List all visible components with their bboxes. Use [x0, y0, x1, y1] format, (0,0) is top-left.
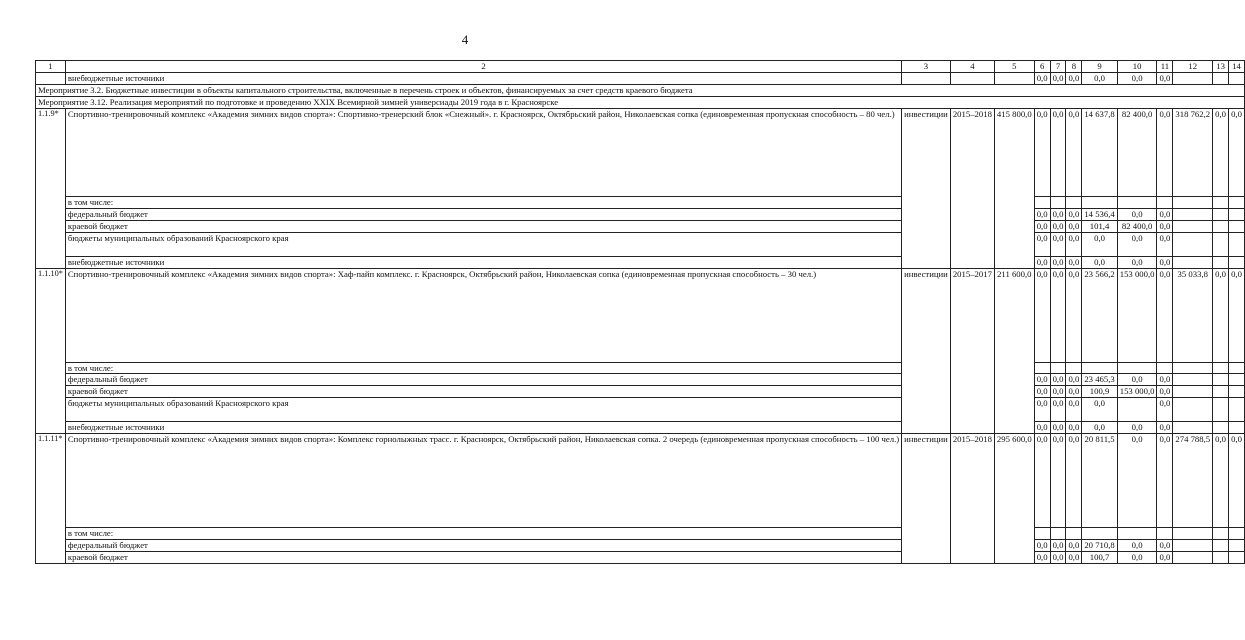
- sub-row-label: в том числе:: [65, 528, 901, 540]
- value-cell: 0,0: [1034, 73, 1050, 85]
- value-cell: 0,0: [1117, 208, 1157, 220]
- value-cell: 14 536,4: [1082, 208, 1117, 220]
- value-cell: 0,0: [1157, 232, 1173, 256]
- header-row: [36, 61, 1245, 73]
- value-cell: 0,0: [1034, 386, 1050, 398]
- value-cell: 23 465,3: [1082, 374, 1117, 386]
- sub-row-regional: [36, 386, 1245, 398]
- value-cell: 14 637,8: [1082, 109, 1117, 197]
- value-cell: 0,0: [1050, 73, 1066, 85]
- sub-row-label: в том числе:: [65, 362, 901, 374]
- value-cell: 0,0: [1157, 386, 1173, 398]
- value-cell: 0,0: [1034, 268, 1050, 362]
- value-cell: 0,0: [1066, 434, 1082, 528]
- object-name: Спортивно-тренировочный комплекс «Академия зимних видов спорта»: Спортивно-тренерский блок «Снежный». г. Красноярск, Октябрьский район, Николаевская сопка (единовременная пропускная способность – 80 чел.): [65, 109, 901, 197]
- value-cell: 318 762,2: [1173, 109, 1213, 197]
- section-row: [36, 85, 1245, 97]
- sub-row-label: краевой бюджет: [65, 386, 901, 398]
- object-type: инвестиции: [902, 109, 951, 269]
- value-cell: 0,0: [1034, 374, 1050, 386]
- value-cell: 0,0: [1050, 268, 1066, 362]
- value-cell: 153 000,0: [1117, 386, 1157, 398]
- sub-row-label: краевой бюджет: [65, 220, 901, 232]
- value-cell: 0,0: [1034, 256, 1050, 268]
- sub-row-in-total: [36, 528, 1245, 540]
- value-cell: 0,0: [1050, 208, 1066, 220]
- column-number: 8: [1066, 61, 1082, 73]
- value-cell: 0,0: [1157, 109, 1173, 197]
- value-cell: 0,0: [1213, 434, 1229, 528]
- value-cell: 0,0: [1229, 434, 1245, 528]
- section-row: [36, 97, 1245, 109]
- value-cell: 0,0: [1157, 256, 1173, 268]
- column-number: 4: [950, 61, 994, 73]
- sub-row-in-total: [36, 197, 1245, 209]
- value-cell: 0,0: [1050, 398, 1066, 422]
- object-cost: 211 600,0: [994, 268, 1034, 434]
- value-cell: 0,0: [1157, 422, 1173, 434]
- column-number: 9: [1082, 61, 1117, 73]
- sub-row-federal: [36, 374, 1245, 386]
- value-cell: 0,0: [1050, 552, 1066, 564]
- value-cell: 0,0: [1117, 434, 1157, 528]
- value-cell: 0,0: [1157, 268, 1173, 362]
- sub-row-in-total: [36, 362, 1245, 374]
- value-cell: [1117, 398, 1157, 422]
- value-cell: 0,0: [1050, 109, 1066, 197]
- sub-row-label: внебюджетные источники: [65, 256, 901, 268]
- sub-row-label: федеральный бюджет: [65, 540, 901, 552]
- value-cell: 0,0: [1066, 422, 1082, 434]
- value-cell: 153 000,0: [1117, 268, 1157, 362]
- value-cell: 0,0: [1034, 109, 1050, 197]
- object-name: Спортивно-тренировочный комплекс «Академия зимних видов спорта»: Комплекс горнолыжных трасс. г. Красноярск, Октябрьский район, Николаевская сопка. 2 очередь (единовременная пропускная способность – 100 чел.): [65, 434, 901, 528]
- value-cell: 0,0: [1117, 540, 1157, 552]
- sub-row-federal: [36, 208, 1245, 220]
- column-number: 5: [994, 61, 1034, 73]
- value-cell: 0,0: [1050, 256, 1066, 268]
- value-cell: 0,0: [1229, 109, 1245, 197]
- value-cell: 0,0: [1066, 540, 1082, 552]
- value-cell: 0,0: [1066, 374, 1082, 386]
- sub-row-municipal: [36, 232, 1245, 256]
- object-code: 1.1.11*: [36, 434, 66, 564]
- object-period: 2015–2017: [950, 268, 994, 434]
- value-cell: 0,0: [1082, 256, 1117, 268]
- sub-row-extra: [36, 256, 1245, 268]
- sub-row-regional: [36, 220, 1245, 232]
- value-cell: 0,0: [1082, 232, 1117, 256]
- value-cell: 0,0: [1117, 73, 1157, 85]
- value-cell: 101,4: [1082, 220, 1117, 232]
- column-number: 3: [902, 61, 951, 73]
- value-cell: 0,0: [1034, 434, 1050, 528]
- column-number: 13: [1213, 61, 1229, 73]
- sub-row-label: в том числе:: [65, 197, 901, 209]
- value-cell: 0,0: [1050, 232, 1066, 256]
- section-title: Мероприятие 3.12. Реализация мероприятий по подготовке и проведению XXIX Всемирной зимней универсиады 2019 года в г. Красноярске: [36, 97, 1245, 109]
- column-number: 6: [1034, 61, 1050, 73]
- value-cell: 0,0: [1229, 268, 1245, 362]
- table-row: [36, 73, 1245, 85]
- column-number: 11: [1157, 61, 1173, 73]
- sub-row-federal: [36, 540, 1245, 552]
- sub-row-label: бюджеты муниципальных образований Красноярского края: [65, 398, 901, 422]
- value-cell: 0,0: [1034, 540, 1050, 552]
- object-row: [36, 109, 1245, 197]
- column-number: 7: [1050, 61, 1066, 73]
- value-cell: 0,0: [1157, 398, 1173, 422]
- value-cell: 0,0: [1066, 256, 1082, 268]
- value-cell: 0,0: [1050, 374, 1066, 386]
- value-cell: 0,0: [1066, 208, 1082, 220]
- value-cell: 0,0: [1157, 220, 1173, 232]
- object-type: инвестиции: [902, 434, 951, 564]
- column-number: 2: [65, 61, 901, 73]
- object-cost: 295 600,0: [994, 434, 1034, 564]
- value-cell: 23 566,2: [1082, 268, 1117, 362]
- value-cell: 0,0: [1050, 386, 1066, 398]
- value-cell: 0,0: [1157, 552, 1173, 564]
- object-cost: 415 800,0: [994, 109, 1034, 269]
- value-cell: 0,0: [1066, 73, 1082, 85]
- value-cell: 0,0: [1066, 220, 1082, 232]
- budget-table: [35, 60, 1245, 564]
- value-cell: 0,0: [1050, 540, 1066, 552]
- value-cell: 0,0: [1117, 422, 1157, 434]
- value-cell: 0,0: [1050, 434, 1066, 528]
- value-cell: 0,0: [1157, 208, 1173, 220]
- column-number: 10: [1117, 61, 1157, 73]
- value-cell: 82 400,0: [1117, 109, 1157, 197]
- value-cell: 20 710,8: [1082, 540, 1117, 552]
- value-cell: 0,0: [1034, 208, 1050, 220]
- object-name: Спортивно-тренировочный комплекс «Академия зимних видов спорта»: Хаф-пайп комплекс. г. Красноярск, Октябрьский район, Николаевская сопка (единовременная пропускная способность – 30 чел.): [65, 268, 901, 362]
- object-code: 1.1.9*: [36, 109, 66, 269]
- value-cell: 0,0: [1157, 540, 1173, 552]
- value-cell: 0,0: [1066, 552, 1082, 564]
- page-number: 4: [461, 32, 469, 47]
- value-cell: 0,0: [1117, 232, 1157, 256]
- value-cell: 0,0: [1050, 220, 1066, 232]
- object-period: 2015–2018: [950, 434, 994, 564]
- object-row: [36, 268, 1245, 362]
- sub-row-municipal: [36, 398, 1245, 422]
- value-cell: 0,0: [1117, 374, 1157, 386]
- sub-row-label: бюджеты муниципальных образований Красноярского края: [65, 232, 901, 256]
- object-code: 1.1.10*: [36, 268, 66, 434]
- object-type: инвестиции: [902, 268, 951, 434]
- value-cell: 0,0: [1066, 232, 1082, 256]
- value-cell: 0,0: [1157, 434, 1173, 528]
- value-cell: 0,0: [1157, 374, 1173, 386]
- object-row: [36, 434, 1245, 528]
- sub-row-label: федеральный бюджет: [65, 374, 901, 386]
- value-cell: 0,0: [1082, 422, 1117, 434]
- value-cell: 0,0: [1082, 398, 1117, 422]
- value-cell: 0,0: [1213, 268, 1229, 362]
- value-cell: 100,9: [1082, 386, 1117, 398]
- column-number: 12: [1173, 61, 1213, 73]
- value-cell: 0,0: [1050, 422, 1066, 434]
- value-cell: 0,0: [1157, 73, 1173, 85]
- value-cell: 82 400,0: [1117, 220, 1157, 232]
- sub-row-label: краевой бюджет: [65, 552, 901, 564]
- value-cell: 100,7: [1082, 552, 1117, 564]
- sub-row-regional: [36, 552, 1245, 564]
- value-cell: 0,0: [1034, 552, 1050, 564]
- value-cell: 0,0: [1066, 109, 1082, 197]
- value-cell: 35 033,8: [1173, 268, 1213, 362]
- value-cell: 274 788,5: [1173, 434, 1213, 528]
- value-cell: 0,0: [1034, 232, 1050, 256]
- column-number: 14: [1229, 61, 1245, 73]
- column-number: 1: [36, 61, 66, 73]
- value-cell: 0,0: [1066, 268, 1082, 362]
- sub-row-extra: [36, 422, 1245, 434]
- object-period: 2015–2018: [950, 109, 994, 269]
- value-cell: 0,0: [1034, 398, 1050, 422]
- value-cell: 0,0: [1066, 398, 1082, 422]
- value-cell: 0,0: [1213, 109, 1229, 197]
- value-cell: 0,0: [1082, 73, 1117, 85]
- value-cell: 0,0: [1117, 256, 1157, 268]
- row-label: внебюджетные источники: [65, 73, 901, 85]
- value-cell: 0,0: [1117, 552, 1157, 564]
- sub-row-label: федеральный бюджет: [65, 208, 901, 220]
- sub-row-label: внебюджетные источники: [65, 422, 901, 434]
- value-cell: 0,0: [1066, 386, 1082, 398]
- value-cell: 0,0: [1034, 220, 1050, 232]
- value-cell: 0,0: [1034, 422, 1050, 434]
- section-title: Мероприятие 3.2. Бюджетные инвестиции в объекты капитального строительства, включенные в перечень строек и объектов, финансируемых за счет средств краевого бюджета: [36, 85, 1245, 97]
- value-cell: 20 811,5: [1082, 434, 1117, 528]
